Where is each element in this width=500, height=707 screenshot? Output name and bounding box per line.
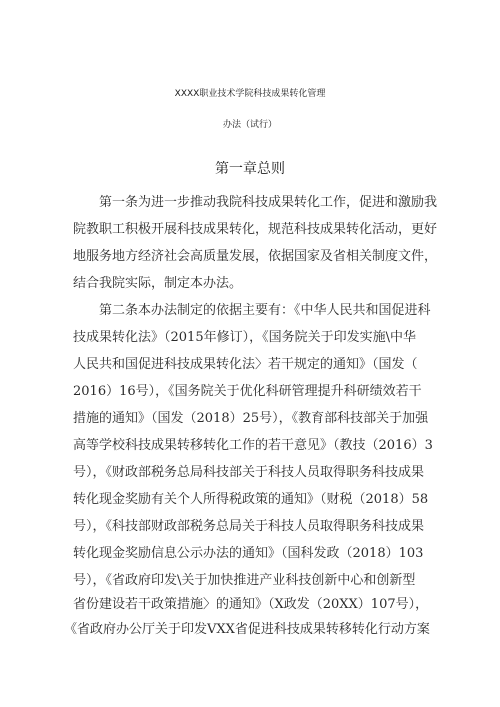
article-2-line: 技成果转化法》（2015年修订），《国务院关于印发实施\中华 [73,330,416,345]
article-2-line: 高等学校科技成果转移转化工作的若干意见》（教技（2016）3 [73,438,433,453]
article-2-line: 2016）16号），《国务院关于优化科研管理提升科研绩效若干 [73,384,422,399]
document-title-line-1: XXXX职业技术学院科技成果转化管理 [174,89,326,99]
article-1-line: 第一条为进一步推动我院科技成果转化工作，促进和激励我 [99,195,438,210]
article-2-line: 人民共和国促进科技成果转化法〉若干规定的通知》（国发（ [73,357,418,372]
document-title-line-2: 办法（试行） [222,120,277,130]
article-2-line: 措施的通知》（国发（2018）25号），《教育部科技部关于加强 [73,411,429,426]
article-1-line: 结合我院实际，制定本办法。 [73,276,243,291]
article-1-line: 院教职工积极开展科技成果转化，规范科技成果转化活动，更好 [73,222,438,237]
article-2-line: 转化现金奖励信息公示办法的通知》（国科发政（2018）103 [73,546,424,561]
chapter-heading: 第一章总则 [215,161,285,177]
article-2-line: 第二条本办法制定的依据主要有：《中华人民共和国促进科 [99,303,431,318]
article-2-line: 转化现金奖励有关个人所得税政策的通知》（财税（2018）58 [73,492,429,507]
article-2-line: 号），《财政部税务总局科技部关于科技人员取得职务科技成果 [73,465,425,480]
article-2-line: 号），《科技部财政部税务总局关于科技人员取得职务科技成果 [73,519,425,534]
article-2-line: 号），《省政府印发\关于加快推进产业科技创新中心和创新型 [73,573,416,588]
article-2-line: 《省政府办公厅关于印发VXX省促进科技成果转移转化行动方案 [64,622,430,637]
article-1-line: 地服务地方经济社会高质量发展，依据国家及省相关制度文件， [73,249,438,264]
article-2-line: 省份建设若干政策措施〉的通知》（X政发（20XX）107号）， [73,597,429,612]
